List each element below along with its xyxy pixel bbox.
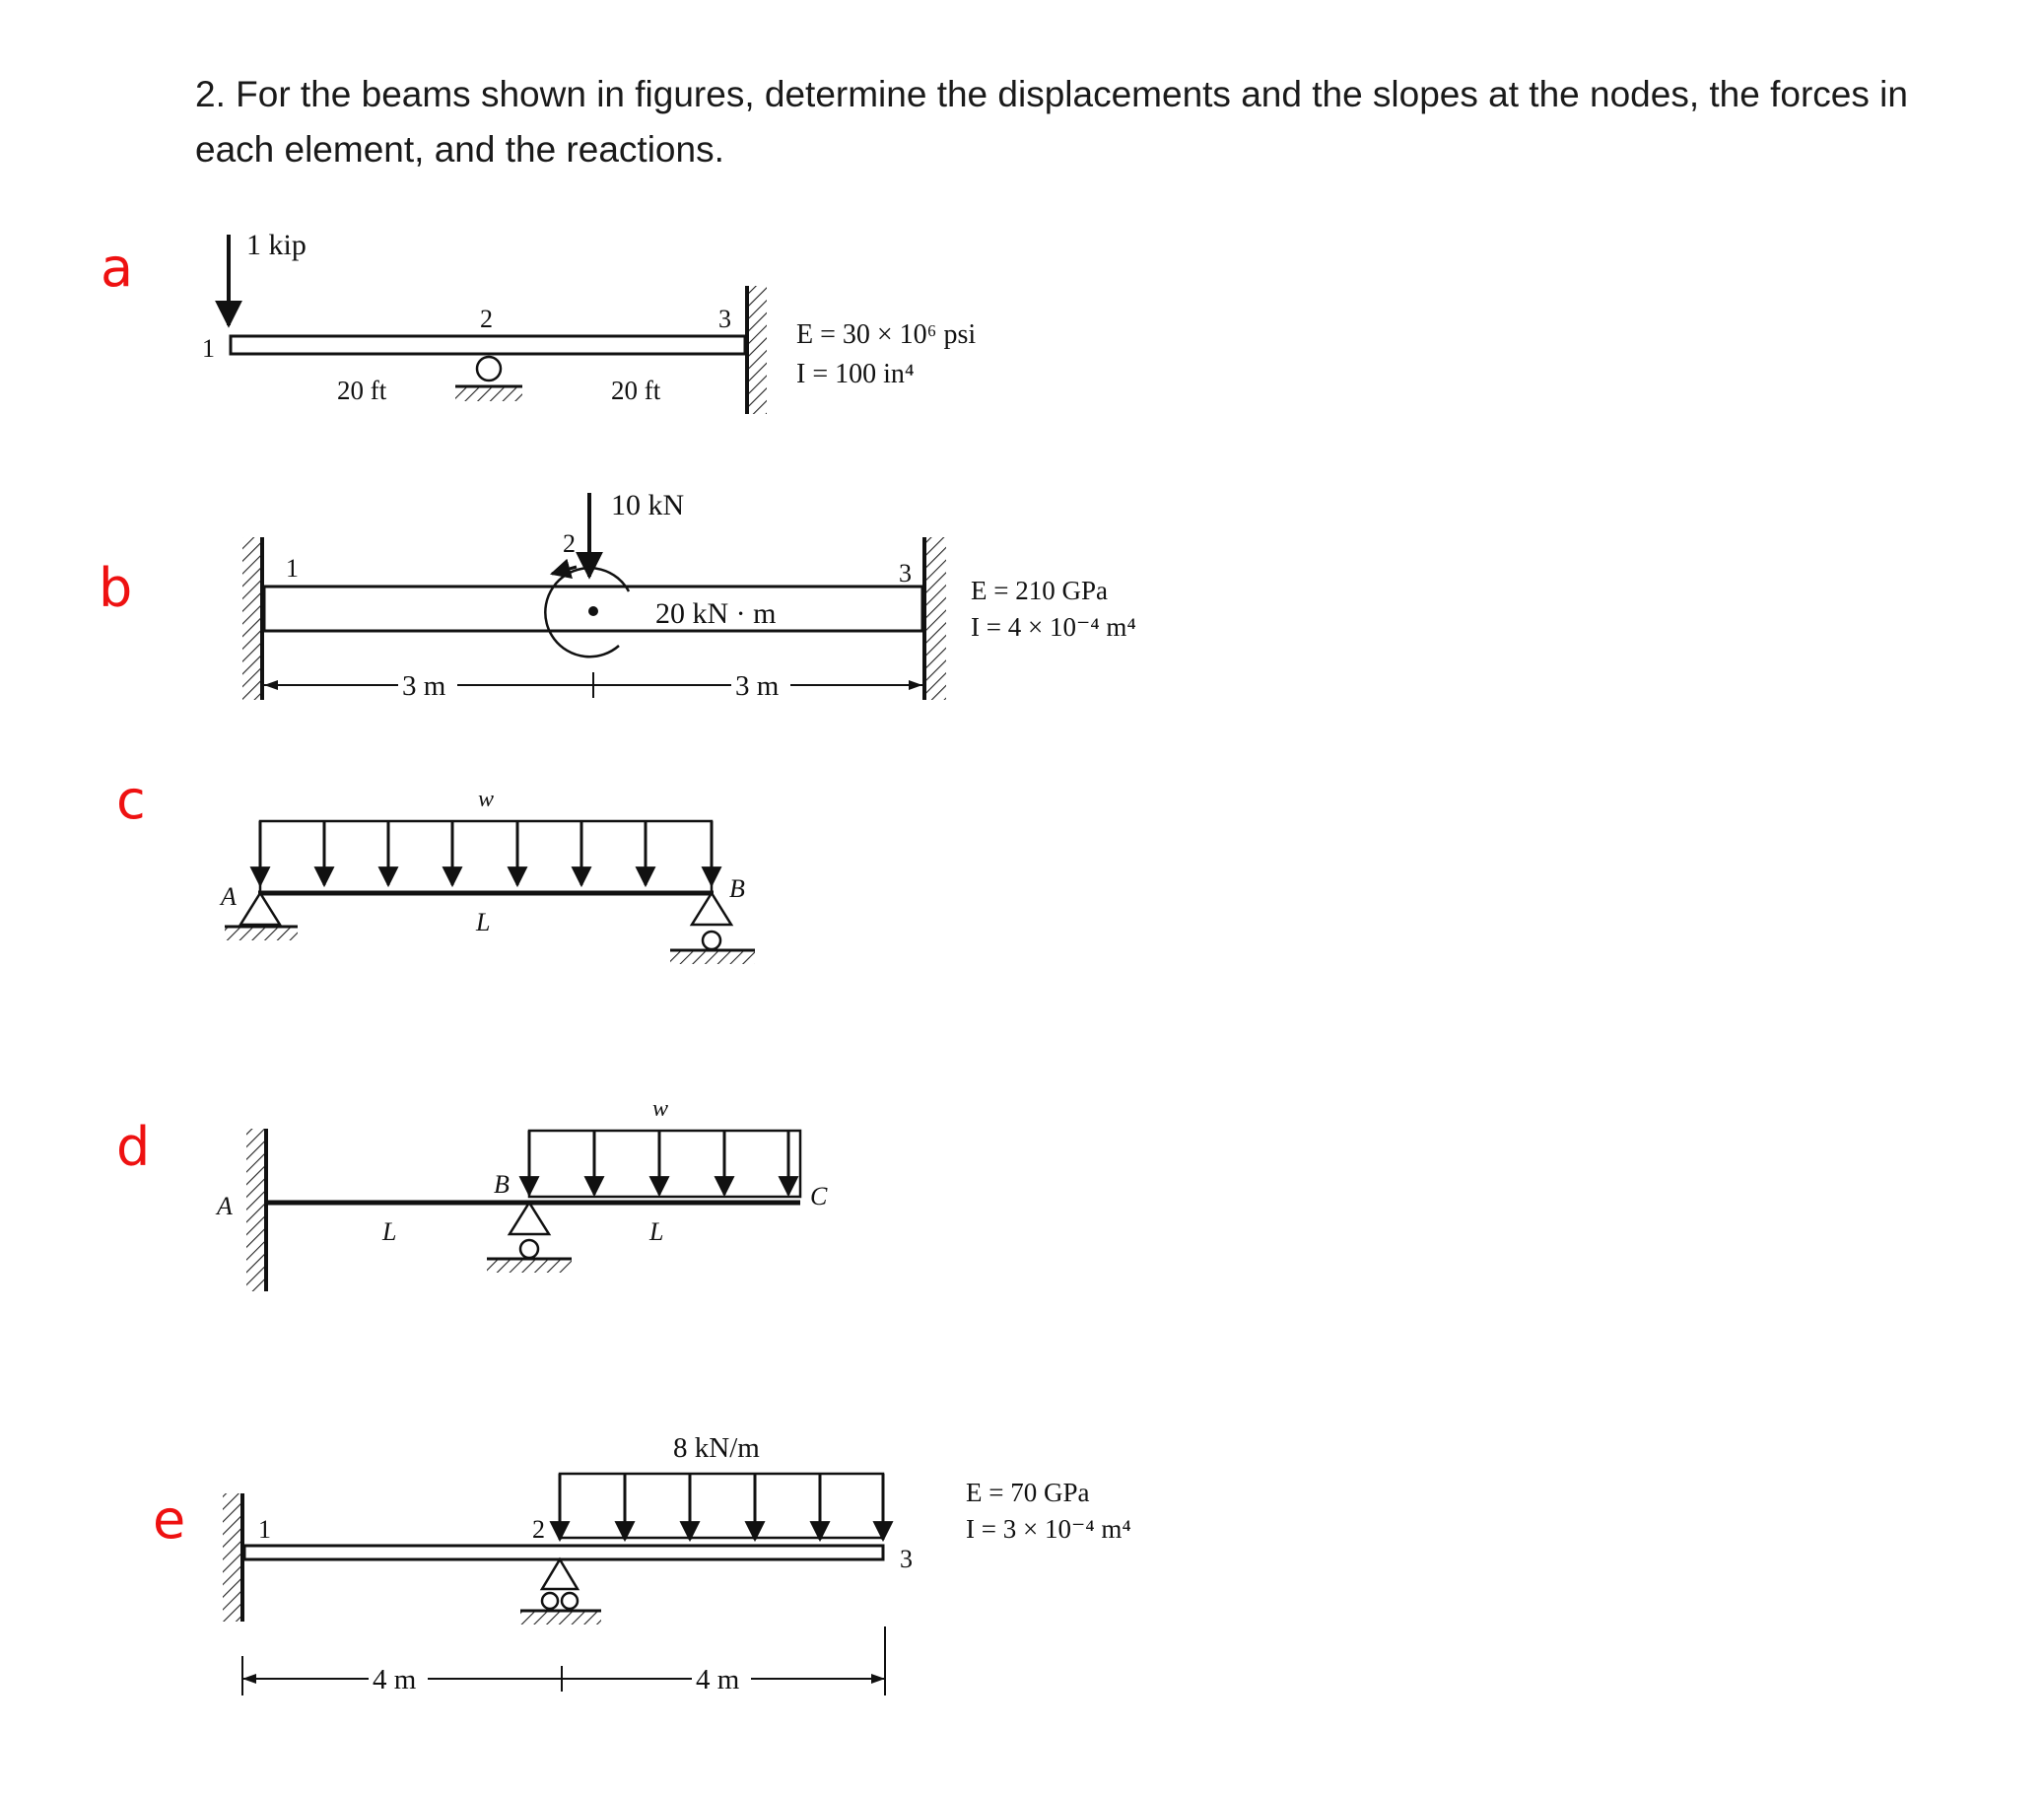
- fixed-wall-A: [246, 1129, 266, 1291]
- fixed-wall: [223, 1493, 242, 1622]
- dimension-line: [264, 672, 922, 698]
- span-label: L: [476, 908, 491, 936]
- distributed-load: [260, 821, 712, 892]
- span-label-1: L: [382, 1217, 397, 1246]
- span-label-1: 3 m: [402, 670, 446, 702]
- figure-tag-c: c: [116, 769, 146, 831]
- span-label-2: 20 ft: [611, 376, 661, 405]
- node-label-1: 1: [202, 334, 215, 363]
- load-label: w: [652, 1096, 669, 1122]
- node-2-point: [588, 606, 598, 616]
- figure-d: [116, 1096, 828, 1291]
- right-fixed-wall: [924, 537, 946, 700]
- roller-support-B: [487, 1203, 572, 1273]
- span-label-1: 20 ft: [337, 376, 387, 405]
- node-label-3: 3: [718, 305, 731, 333]
- node-label-2: 2: [480, 305, 493, 333]
- point-label-A: A: [217, 1192, 233, 1220]
- material-E: E = 70 GPa: [966, 1478, 1090, 1507]
- dimension-line: [242, 1626, 885, 1695]
- fixed-wall: [747, 286, 767, 414]
- distributed-load: [560, 1474, 883, 1540]
- span-label-1: 4 m: [373, 1664, 417, 1695]
- material-I: I = 4 × 10⁻⁴ m⁴: [971, 612, 1136, 642]
- support-label-A: A: [221, 882, 237, 911]
- load-label: w: [478, 787, 495, 812]
- material-I: I = 100 in⁴: [796, 359, 915, 389]
- figure-tag-a: a: [101, 237, 134, 299]
- node-label-2: 2: [563, 529, 576, 558]
- figure-c: [116, 769, 755, 964]
- point-label-B: B: [494, 1170, 510, 1199]
- left-fixed-wall: [242, 537, 262, 700]
- span-label-2: 4 m: [696, 1664, 740, 1695]
- material-E: E = 30 × 10⁶ psi: [796, 319, 977, 350]
- figure-a: [101, 229, 976, 414]
- load-label: 1 kip: [246, 229, 307, 261]
- load-label: 10 kN: [611, 489, 685, 521]
- material-E: E = 210 GPa: [971, 576, 1108, 605]
- span-label-2: 3 m: [735, 670, 780, 702]
- moment-label: 20 kN · m: [655, 597, 777, 630]
- load-label: 8 kN/m: [673, 1432, 760, 1464]
- roller-support: [520, 1559, 601, 1625]
- node-label-3: 3: [900, 1545, 913, 1573]
- material-I: I = 3 × 10⁻⁴ m⁴: [966, 1514, 1131, 1544]
- distributed-load: [529, 1131, 800, 1197]
- node-label-2: 2: [532, 1515, 545, 1544]
- point-label-C: C: [810, 1182, 828, 1210]
- beam: [231, 336, 745, 354]
- node-label-1: 1: [258, 1515, 271, 1544]
- roller-support: [455, 357, 522, 401]
- node-label-1: 1: [286, 554, 299, 583]
- figure-tag-d: d: [116, 1116, 151, 1178]
- figure-e: [153, 1432, 1131, 1695]
- figure-tag-e: e: [153, 1488, 186, 1551]
- roller-support-B: [670, 893, 755, 964]
- beam: [244, 1546, 883, 1559]
- figure-tag-b: b: [99, 557, 133, 619]
- support-label-B: B: [729, 874, 745, 903]
- question-text: 2. For the beams shown in figures, determine the displacements and the slopes at the nodes, the forces in each element, and the reactions.: [195, 74, 1908, 170]
- span-label-2: L: [649, 1217, 664, 1246]
- node-label-3: 3: [899, 559, 912, 588]
- figure-b: [99, 489, 1136, 702]
